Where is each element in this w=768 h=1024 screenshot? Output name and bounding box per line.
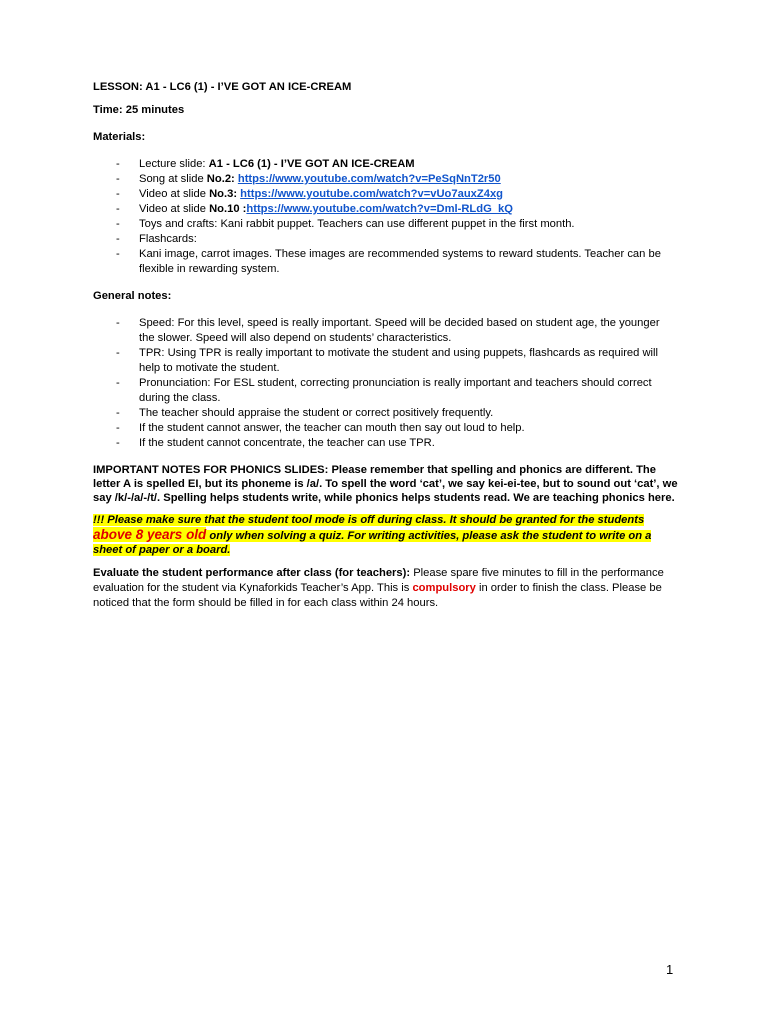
video-link-slide-10[interactable]: https://www.youtube.com/watch?v=Dml-RLdG_kQ (246, 203, 513, 215)
video-link-slide-3[interactable]: https://www.youtube.com/watch?v=vUo7auxZ4xg (240, 188, 504, 200)
list-item: - Toys and crafts: Kani rabbit puppet. Teachers can use different puppet in the first month. (93, 217, 678, 232)
materials-list (93, 157, 678, 277)
list-item: - Speed: For this level, speed is really important. Speed will be decided based on student age, the younger the slower. Speed will also depend on students’ characteristics. (93, 316, 678, 346)
materials-heading: Materials: (93, 131, 146, 143)
evaluate-note: Evaluate the student performance after class (for teachers): Please spare five minutes to fill in the performance evaluation for the student via Kynaforkids Teacher’s App. This is compulsory in order to finish the class. Please be noticed that the form should be filled in for each class within 24 hours. (93, 566, 664, 609)
list-item: - Lecture slide: A1 - LC6 (1) - I’VE GOT AN ICE-CREAM (93, 157, 678, 172)
list-item: - Video at slide No.3: https://www.youtube.com/watch?v=vUo7auxZ4xg (93, 187, 678, 202)
document-body (93, 80, 678, 611)
phonics-note: IMPORTANT NOTES FOR PHONICS SLIDES: Please remember that spelling and phonics are different. The letter A is spelled EI, but its phoneme is /a/. To spell the word ‘cat’, we say kei-ei-tee, but to sound out ‘cat’, we say /k/-/a/-/t/. Spelling helps students write, while phonics helps students read. We are teaching phonics here. (93, 464, 678, 504)
compulsory-word: compulsory (412, 581, 476, 594)
list-item: - Song at slide No.2: https://www.youtube.com/watch?v=PeSqNnT2r50 (93, 172, 678, 187)
page-number: 1 (666, 962, 674, 977)
general-notes-heading: General notes: (93, 290, 172, 302)
list-item: - TPR: Using TPR is really important to motivate the student and using puppets, flashcards as required will help to motivate the student. (93, 346, 678, 376)
general-notes-list (93, 316, 678, 451)
lesson-value: A1 - LC6 (1) - I’VE GOT AN ICE-CREAM (145, 81, 352, 93)
tool-mode-note: !!! Please make sure that the student tool mode is off during class. It should be granted for the students above 8 years old only when solving a quiz. For writing activities, please ask the student to write on a sheet of paper or a board. (93, 514, 652, 556)
list-item: - Pronunciation: For ESL student, correcting pronunciation is really important and teachers should correct during the class. (93, 376, 678, 406)
list-item: - The teacher should appraise the student or correct positively frequently. (93, 406, 678, 421)
list-item: - Kani image, carrot images. These images are recommended systems to reward students. Teacher can be flexible in rewarding system. (93, 247, 678, 277)
list-item: - Video at slide No.10 :https://www.youtube.com/watch?v=Dml-RLdG_kQ (93, 202, 678, 217)
song-link[interactable]: https://www.youtube.com/watch?v=PeSqNnT2r50 (237, 173, 501, 185)
list-item: - Flashcards: (93, 232, 678, 247)
lesson-time: Time: 25 minutes (93, 104, 185, 116)
age-emphasis: above 8 years old (93, 526, 207, 542)
lesson-label: LESSON: (93, 81, 146, 93)
list-item: - If the student cannot concentrate, the teacher can use TPR. (93, 436, 678, 451)
lesson-title (93, 80, 678, 95)
list-item: - If the student cannot answer, the teacher can mouth then say out loud to help. (93, 421, 678, 436)
